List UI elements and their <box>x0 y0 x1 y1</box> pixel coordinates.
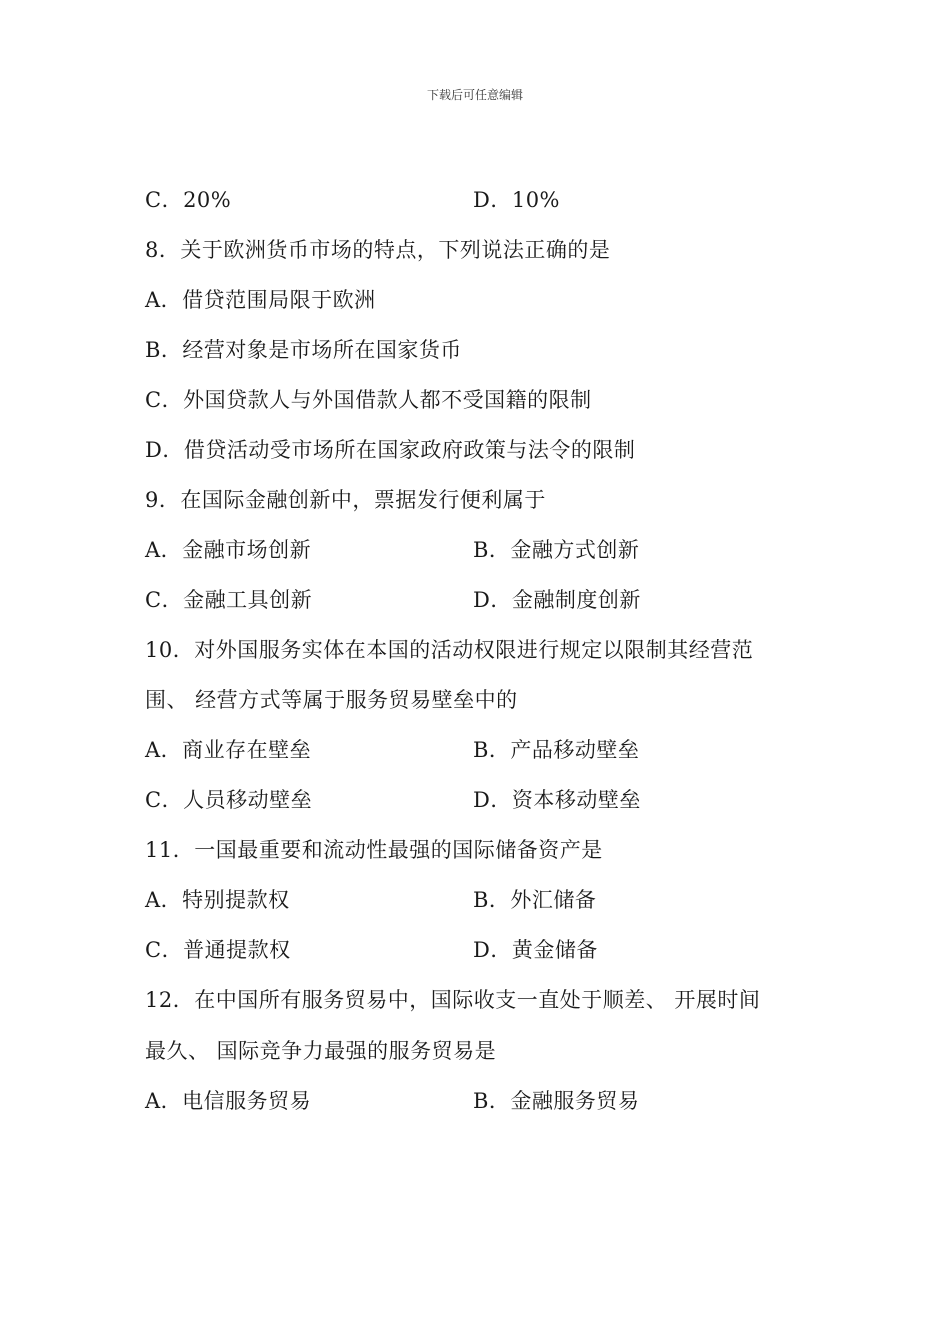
q9-stem: 9．在国际金融创新中，票据发行便利属于 <box>145 488 546 512</box>
q11-option-b: B．外汇储备 <box>473 888 597 912</box>
q12-stem-line-1: 12．在中国所有服务贸易中，国际收支一直处于顺差、 开展时间 <box>145 988 761 1012</box>
q7-options-row <box>145 186 561 214</box>
q10-option-a: A．商业存在壁垒 <box>145 738 312 762</box>
q9-options-row-1 <box>145 536 640 564</box>
q9-option-d: D．金融制度创新 <box>473 588 641 612</box>
q8-option-b: B．经营对象是市场所在国家货币 <box>145 338 462 362</box>
q8-stem: 8．关于欧洲货币市场的特点，下列说法正确的是 <box>145 238 611 262</box>
q11-option-d: D．黄金储备 <box>473 938 598 962</box>
q11-option-a: A．特别提款权 <box>145 888 290 912</box>
q12-option-b: B．金融服务贸易 <box>473 1089 640 1113</box>
q10-options-row-2 <box>145 786 641 814</box>
q11-options-row-1 <box>145 886 597 914</box>
q10-options-row-1 <box>145 736 640 764</box>
q7-option-d: D．10% <box>473 188 561 212</box>
q10-stem-line-1: 10．对外国服务实体在本国的活动权限进行规定以限制其经营范 <box>145 638 754 662</box>
q11-option-c: C．普通提款权 <box>145 938 291 962</box>
q12-options-row-1 <box>145 1087 640 1115</box>
q9-option-b: B．金融方式创新 <box>473 538 640 562</box>
q8-option-a: A．借贷范围局限于欧洲 <box>145 288 376 312</box>
q12-stem-line-2: 最久、 国际竞争力最强的服务贸易是 <box>145 1039 497 1063</box>
page-header: 下载后可任意编辑 <box>426 88 523 102</box>
q10-option-c: C．人员移动壁垒 <box>145 788 313 812</box>
q8-option-c: C．外国贷款人与外国借款人都不受国籍的限制 <box>145 388 592 412</box>
q12-option-a: A．电信服务贸易 <box>145 1089 312 1113</box>
q11-options-row-2 <box>145 936 598 964</box>
q7-option-c: C．20% <box>145 188 232 212</box>
q9-option-a: A．金融市场创新 <box>145 538 312 562</box>
q10-stem-line-2: 围、 经营方式等属于服务贸易壁垒中的 <box>145 688 518 712</box>
q9-options-row-2 <box>145 586 641 614</box>
q9-option-c: C．金融工具创新 <box>145 588 313 612</box>
q8-option-d: D．借贷活动受市场所在国家政府政策与法令的限制 <box>145 438 636 462</box>
q10-option-b: B．产品移动壁垒 <box>473 738 640 762</box>
q11-stem: 11．一国最重要和流动性最强的国际储备资产是 <box>145 838 603 862</box>
q10-option-d: D．资本移动壁垒 <box>473 788 641 812</box>
